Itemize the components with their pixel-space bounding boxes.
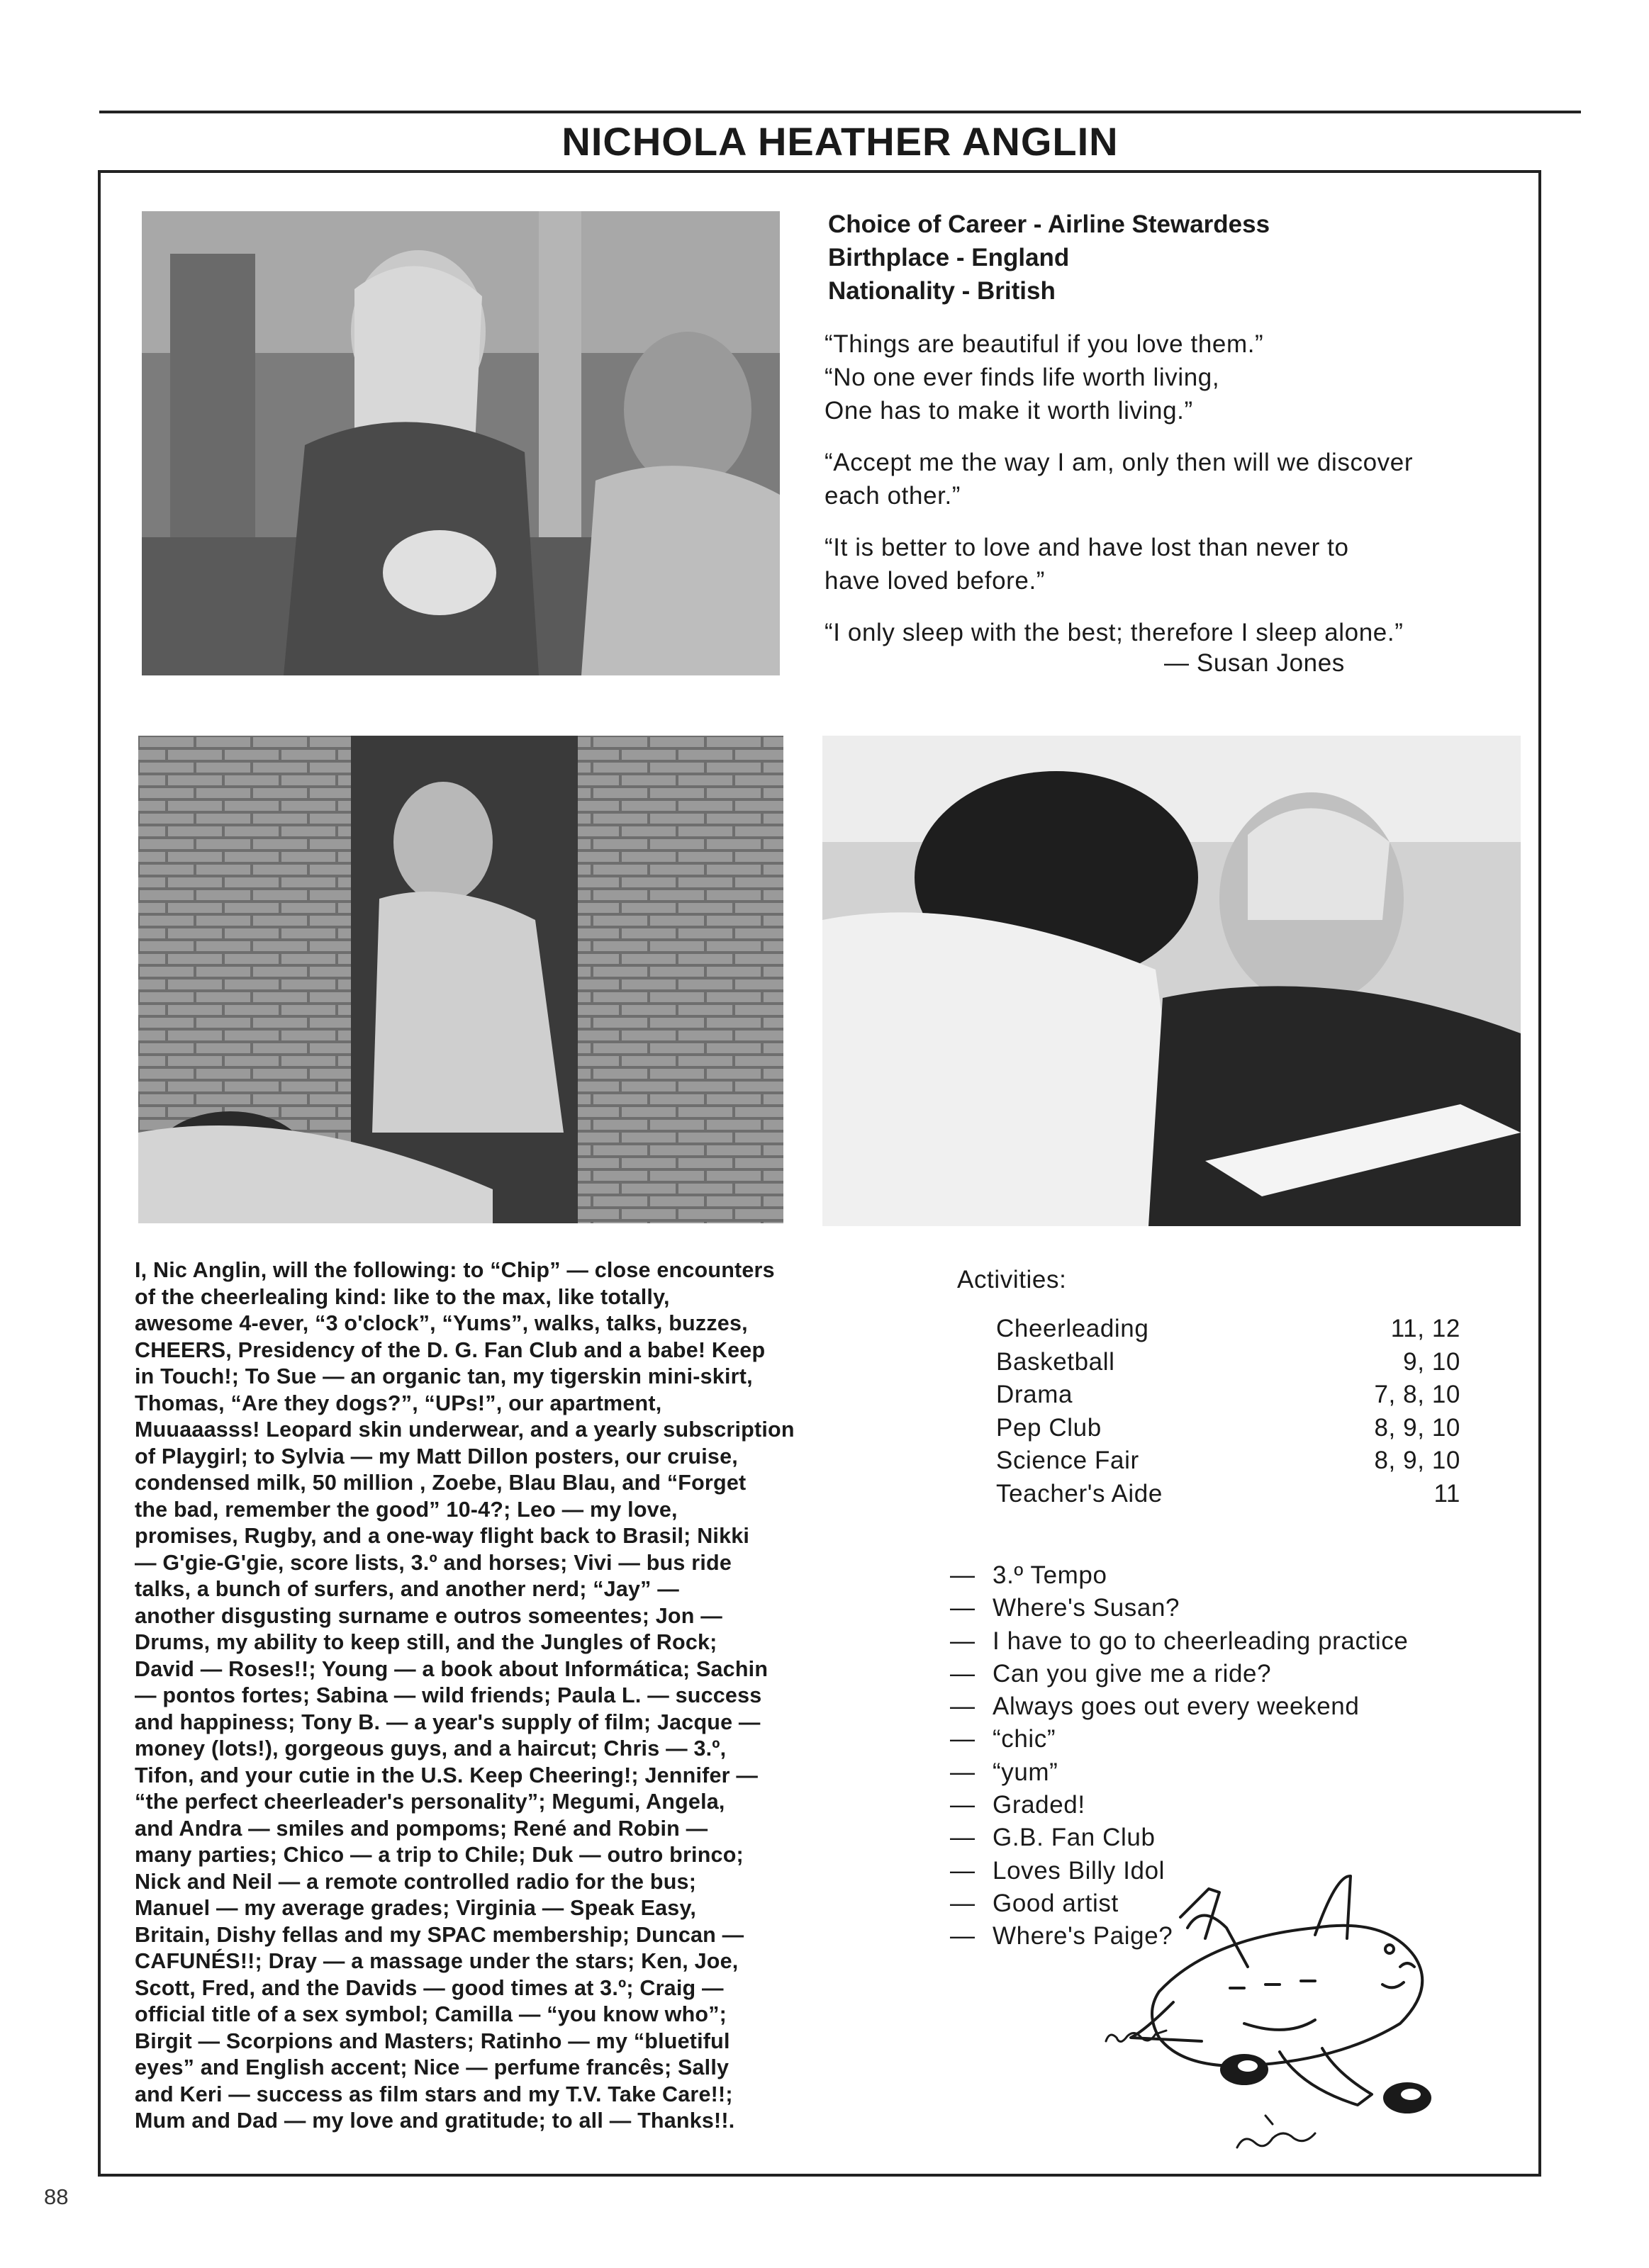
will-line: in Touch!; To Sue — an organic tan, my tigerskin mini-skirt, — [135, 1364, 753, 1388]
will-line: Mum and Dad — my love and gratitude; to all — Thanks!!. — [135, 2109, 735, 2133]
fact-career: Choice of Career - Airline Stewardess — [828, 210, 1270, 238]
will-line: the bad, remember the good” 10-4?; Leo — my love, — [135, 1497, 678, 1522]
activity-name: Teacher's Aide — [996, 1479, 1163, 1508]
activities-title: Activities: — [957, 1266, 1067, 1293]
photo-brick-wall-group — [138, 736, 783, 1223]
activity-row — [996, 1412, 1460, 1445]
will-line: awesome 4-ever, “3 o'clock”, “Yums”, walks, talks, buzzes, — [135, 1311, 748, 1335]
saying-item — [950, 1789, 1408, 1821]
quotes-block — [825, 327, 1548, 668]
will-line: promises, Rugby, and a one-way flight back to Brasil; Nikki — [135, 1524, 750, 1548]
activity-years: 7, 8, 10 — [1374, 1381, 1460, 1408]
activity-name: Science Fair — [996, 1447, 1139, 1474]
activity-years: 9, 10 — [1403, 1347, 1460, 1376]
will-line: “the perfect cheerleader's personality”; Megumi, Angela, — [135, 1790, 725, 1814]
quote — [825, 616, 1548, 649]
saying-dash: — — [950, 1627, 976, 1655]
quote-line: “No one ever finds life worth living, — [825, 364, 1220, 391]
will-line: Britain, Dishy fellas and my SPAC membership; Duncan — — [135, 1922, 744, 1947]
saying-text: “chic” — [993, 1725, 1056, 1753]
will-line: of the cheerlealing kind: like to the max, like totally, — [135, 1284, 670, 1309]
activities-list — [996, 1313, 1460, 1510]
will-line: — pontos fortes; Sabina — wild friends; Paula L. — success — [135, 1683, 762, 1707]
will-line: David — Roses!!; Young — a book about Informática; Sachin — [135, 1656, 768, 1681]
quote-line: have loved before.” — [825, 567, 1046, 595]
quote-line: One has to make it worth living.” — [825, 397, 1193, 425]
saying-text: G.B. Fan Club — [993, 1824, 1156, 1852]
activity-years: 11, 12 — [1390, 1315, 1460, 1342]
photo-studying-pair — [822, 736, 1521, 1226]
saying-item — [950, 1690, 1408, 1723]
saying-dash: — — [950, 1725, 976, 1753]
will-line: and Keri — success as film stars and my T.V. Take Care!!; — [135, 2082, 733, 2106]
saying-dash: — — [950, 1922, 976, 1950]
saying-item — [950, 1756, 1408, 1789]
will-line: Muuaaasss! Leopard skin underwear, and a yearly subscription — [135, 1418, 795, 1442]
will-line: I, Nic Anglin, will the following: to “Chip” — close encounters — [135, 1258, 775, 1282]
quote-line: “Things are beautiful if you love them.” — [825, 330, 1264, 358]
activity-row — [996, 1379, 1460, 1412]
saying-text: Always goes out every weekend — [993, 1692, 1360, 1721]
saying-dash: — — [950, 1659, 976, 1688]
saying-dash: — — [950, 1692, 976, 1721]
quote-attribution: — Susan Jones — [1164, 649, 1345, 677]
saying-text: “yum” — [993, 1758, 1058, 1786]
saying-dash: — — [950, 1856, 976, 1885]
will-line: official title of a sex symbol; Camilla — “you know who”; — [135, 2002, 727, 2026]
saying-text: Loves Billy Idol — [993, 1856, 1166, 1885]
will-line: Drums, my ability to keep still, and the Jungles of Rock; — [135, 1630, 717, 1654]
saying-text: Where's Paige? — [993, 1922, 1173, 1950]
will-line: Manuel — my average grades; Virginia — Speak Easy, — [135, 1896, 697, 1920]
activity-years: 8, 9, 10 — [1374, 1447, 1460, 1474]
activity-years: 11 — [1433, 1479, 1460, 1508]
saying-dash: — — [950, 1758, 976, 1786]
activity-name: Drama — [996, 1381, 1073, 1408]
will-line: many parties; Chico — a trip to Chile; Duk — outro brinco; — [135, 1843, 744, 1867]
last-will-text — [135, 1257, 899, 2135]
will-line: Scott, Fred, and the Davids — good times at 3.º; Craig — — [135, 1975, 724, 2000]
will-line: condensed milk, 50 million , Zoebe, Blau Blau, and “Forget — [135, 1471, 747, 1495]
saying-item — [950, 1821, 1408, 1854]
fact-birthplace: Birthplace - England — [828, 244, 1070, 271]
quote — [825, 531, 1548, 597]
will-line: Tifon, and your cutie in the U.S. Keep Cheering!; Jennifer — — [135, 1763, 759, 1787]
saying-item — [950, 1559, 1408, 1592]
page-number: 88 — [44, 2184, 69, 2209]
activity-row — [996, 1444, 1460, 1478]
activity-name: Cheerleading — [996, 1315, 1149, 1342]
quote — [825, 446, 1548, 512]
will-line: Thomas, “Are they dogs?”, “UPs!”, our apartment, — [135, 1391, 662, 1415]
will-line: CAFUNÉS!!; Dray — a massage under the stars; Ken, Joe, — [135, 1949, 739, 1973]
quote-line: each other.” — [825, 482, 961, 510]
will-line: CHEERS, Presidency of the D. G. Fan Club and a babe! Keep — [135, 1337, 766, 1362]
quote-line: “Accept me the way I am, only then will we discover — [825, 449, 1414, 476]
saying-item — [950, 1592, 1408, 1624]
saying-dash: — — [950, 1561, 976, 1589]
saying-text: Where's Susan? — [993, 1594, 1180, 1622]
profile-facts — [828, 208, 1270, 308]
top-rule — [99, 111, 1581, 113]
activity-row — [996, 1313, 1460, 1346]
will-line: — G'gie-G'gie, score lists, 3.º and horses; Vivi — bus ride — [135, 1550, 732, 1575]
quote-line: “It is better to love and have lost than never to — [825, 534, 1349, 561]
activity-name: Pep Club — [996, 1413, 1102, 1442]
activity-row — [996, 1346, 1460, 1379]
saying-dash: — — [950, 1824, 976, 1852]
saying-text: I have to go to cheerleading practice — [993, 1627, 1409, 1655]
will-line: and Andra — smiles and pompoms; René and Robin — — [135, 1816, 708, 1841]
saying-dash: — — [950, 1791, 976, 1819]
activity-row — [996, 1478, 1460, 1511]
saying-item — [950, 1625, 1408, 1658]
saying-text: Can you give me a ride? — [993, 1659, 1272, 1688]
saying-item — [950, 1658, 1408, 1690]
will-line: of Playgirl; to Sylvia — my Matt Dillon posters, our cruise, — [135, 1444, 738, 1469]
fact-nationality: Nationality - British — [828, 277, 1056, 305]
will-line: Birgit — Scorpions and Masters; Ratinho — my “bluetiful — [135, 2028, 730, 2053]
will-line: money (lots!), gorgeous guys, and a haircut; Chris — 3.º, — [135, 1736, 727, 1761]
photo-girl-on-porch — [142, 211, 780, 675]
saying-text: Graded! — [993, 1791, 1085, 1819]
activity-name: Basketball — [996, 1347, 1115, 1376]
will-line: Nick and Neil — a remote controlled radio for the bus; — [135, 1869, 697, 1894]
airplane-cartoon-icon — [1102, 1860, 1499, 2158]
saying-text: Good artist — [993, 1889, 1119, 1917]
will-line: eyes” and English accent; Nice — perfume francês; Sally — [135, 2055, 730, 2079]
quote-line: “I only sleep with the best; therefore I sleep alone.” — [825, 619, 1404, 646]
will-line: talks, a bunch of surfers, and another nerd; “Jay” — — [135, 1577, 679, 1601]
saying-dash: — — [950, 1889, 976, 1917]
page-title: NICHOLA HEATHER ANGLIN — [561, 119, 1119, 164]
will-line: and happiness; Tony B. — a year's supply of film; Jacque — — [135, 1710, 761, 1734]
quote — [825, 327, 1548, 427]
saying-item — [950, 1723, 1408, 1756]
activity-years: 8, 9, 10 — [1374, 1413, 1460, 1442]
will-line: another disgusting surname e outros someentes; Jon — — [135, 1603, 722, 1628]
saying-dash: — — [950, 1594, 976, 1622]
saying-text: 3.º Tempo — [993, 1561, 1107, 1589]
